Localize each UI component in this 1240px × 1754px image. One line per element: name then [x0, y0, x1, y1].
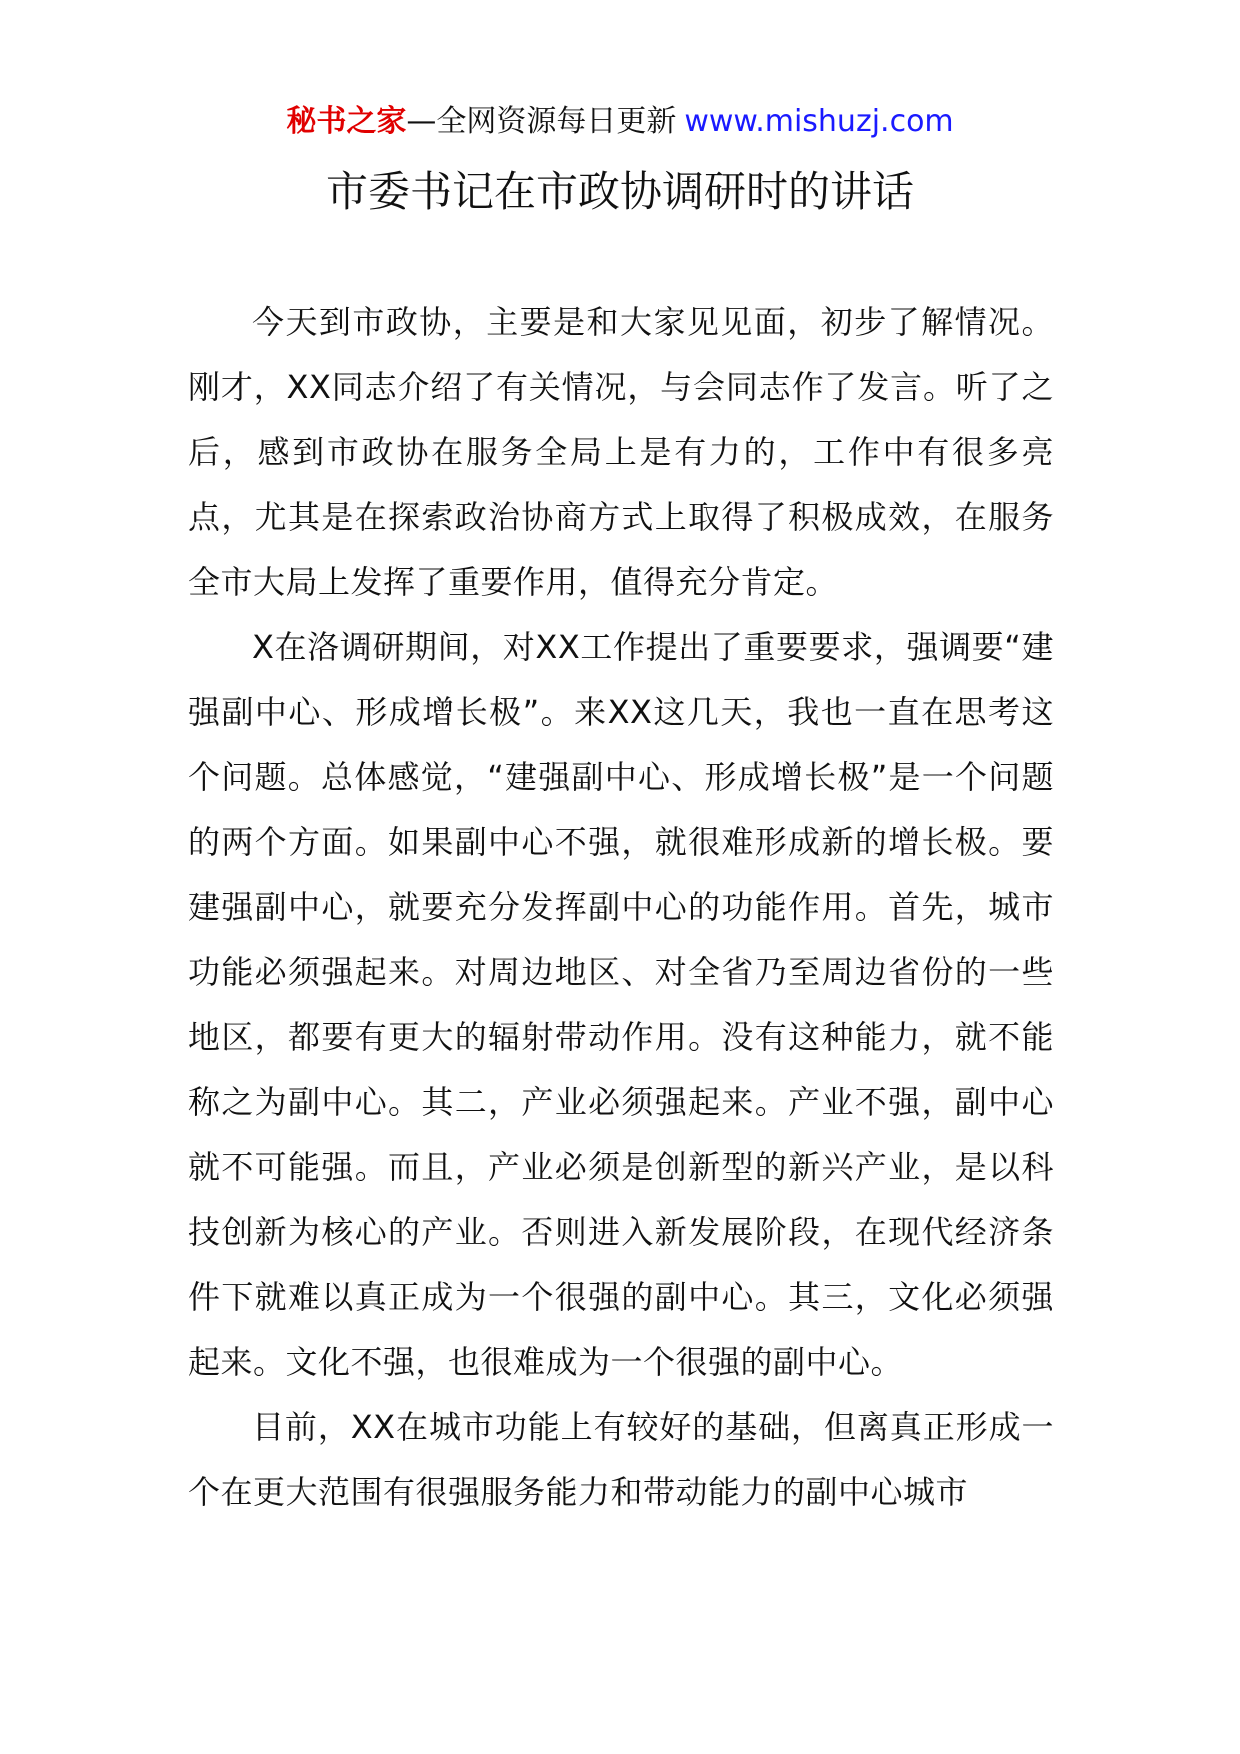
site-tagline: —全网资源每日更新 [406, 104, 677, 139]
brand-name: 秘书之家 [286, 104, 407, 139]
site-url-link[interactable]: www.mishuzj.com [684, 104, 954, 139]
site-header [0, 102, 1240, 142]
paragraph-2: X在洛调研期间，对XX工作提出了重要要求，强调要“建强副中心、形成增长极”。来XX这几天，我也一直在思考这个问题。总体感觉，“建强副中心、形成增长极”是一个问题的两个方面。如果副中心不强，就很难形成新的增长极。要建强副中心，就要充分发挥副中心的功能作用。首先，城市功能必须强起来。对周边地区、对全省乃至周边省份的一些地区，都要有更大的辐射带动作用。没有这种能力，就不能称之为副中心。其二，产业必须强起来。产业不强，副中心就不可能强。而且，产业必须是创新型的新兴产业，是以科技创新为核心的产业。否则进入新发展阶段，在现代经济条件下就难以真正成为一个很强的副中心。其三，文化必须强起来。文化不强，也很难成为一个很强的副中心。 [188, 628, 1054, 1381]
document-title: 市委书记在市政协调研时的讲话 [325, 167, 914, 216]
document-body [188, 290, 1054, 1525]
paragraph-1: 今天到市政协，主要是和大家见见面，初步了解情况。刚才，XX同志介绍了有关情况，与会同志作了发言。听了之后，感到市政协在服务全局上是有力的，工作中有很多亮点，尤其是在探索政治协商方式上取得了积极成效，在服务全市大局上发挥了重要作用，值得充分肯定。 [188, 303, 1054, 601]
paragraph-3: 目前，XX在城市功能上有较好的基础，但离真正形成一个在更大范围有很强服务能力和带动能力的副中心城市 [188, 1408, 1054, 1511]
